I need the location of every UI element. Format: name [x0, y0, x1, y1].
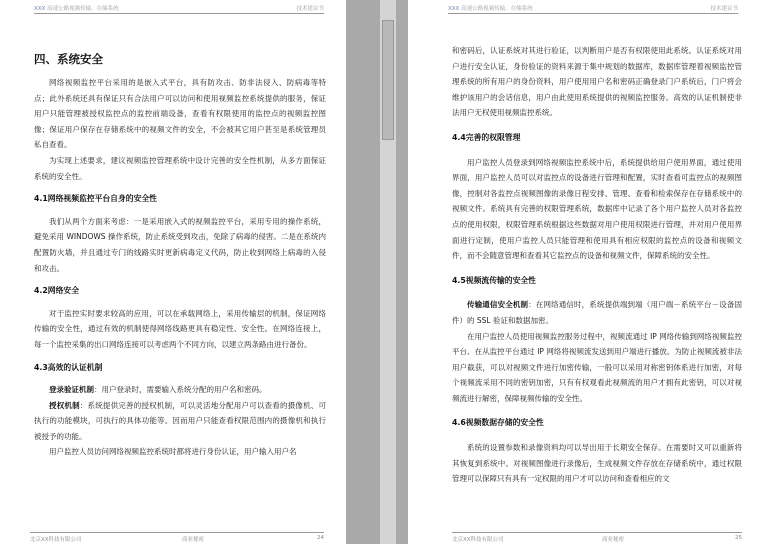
page-footer — [30, 532, 324, 544]
header-doc-type: 技术建议书 — [296, 6, 324, 12]
heading-4-6: 4.6视频数据存储的安全性 — [452, 418, 544, 428]
paragraph-4-4: 用户监控人员登录到网络视频监控系统中后，系统提供给用户使用界面，通过使用界面，用户监控人员可以对监控点的设备进行管理和配置，实时查看可监控点的视频图像，控制对各监控点视频图像的录像日程安排、管理、查看和检索保存在存储系统中的视频文件。系统具有完善的权限管理系统，数据库中记录了各个用户监控人员对各监控点的使用权限，权限管理系统根据这些数据对用户使用权限进行管理，并对用户使用界面进行定制，使用户监控人员只能管理和使用具有相应权限的监控点的设备和视频文件，而不会随意管理和查看其它监控点的设备和视频文件，保障系统的安全性。 — [452, 157, 742, 261]
footer-confidential: 商业秘密 — [182, 537, 205, 543]
paragraph-4-5-b: 在用户监控人员使用视频监控服务过程中，视频流通过 IP 网络传输到网络视频监控平台、在从监控平台通过 IP 网络将视频流发送到用户端进行播放。为防止视频流被非法用户截获，可以对视频文件进行加密传输，一般可以采用对称密钥体系进行加密，对每个视频流采用不同的密钥加密，只有有权观看此视频流的用户才拥有此密钥，可以对视频流进行解密，保障视频传输的安全性。 — [452, 331, 742, 403]
term-transport-text: ：在网络通信时，系统提供端到端（用户端－系统平台－设备固件）的 SSL 验证和数据加密。 — [452, 300, 743, 325]
paragraph-4-5-a — [452, 297, 742, 328]
page-footer — [452, 532, 742, 544]
heading-4-3: 4.3高效的认证机制 — [34, 362, 103, 372]
page-header — [34, 3, 324, 14]
intro-paragraph-1: 网络视频监控平台采用的是嵌入式平台，具有防攻击、防非法侵入、防病毒等特点；此外系统还具有保证只有合法用户可以访问和使用视频监控系统提供的服务，保证用户只能管理被授权监控点的监控前端设备，查看有权限使用的监控点的视频监控图像；保证用户保存在存储系统中的视频文件的安全，不会被其它用户甚至是系统管理员私自查看。 — [34, 78, 326, 150]
footer-company: 北京XX科技有限公司 — [30, 537, 82, 543]
header-product: 高速公路视频传输、存储系统 — [47, 6, 119, 12]
page-header — [448, 3, 738, 14]
vertical-scrollbar[interactable] — [380, 0, 396, 544]
page-body — [452, 43, 742, 487]
term-login-text: ：用户登录时，需要输入系统分配的用户名和密码。 — [94, 385, 267, 395]
page-number: 24 — [317, 535, 324, 541]
paragraph-4-2: 对于监控实时要求较高的应用，可以在承载网络上，采用传输层的机制，保证网络传输的安全性，通过有效的机制使得网络线路更具有稳定性、安全性。在网络连接上，每一个监控采集的出口网络连接可以考虑两个不同方向，以建立两条路由进行备份。 — [34, 308, 326, 349]
page-number: 25 — [735, 535, 742, 541]
page-right — [408, 0, 760, 544]
scrollbar-thumb[interactable] — [382, 20, 394, 140]
paragraph-4-6: 系统的设置参数和录像资料均可以导出用于长期安全保存。在需要时又可以重新将其恢复到系统中。对视频图像进行录像后，生成视频文件存放在存储系统中，通过权限管理可以保障只有具有一定权限的用户才可以访问和查看相应的文 — [452, 443, 742, 484]
header-product: 高速公路视频传输、存储系统 — [461, 6, 533, 12]
header-company: XXX — [34, 6, 46, 12]
heading-4-2: 4.2网络安全 — [34, 286, 79, 296]
term-login: 登录验证机制 — [49, 385, 94, 395]
paragraph-4-1: 我们从两个方面来考虑：一是采用嵌入式的视频监控平台，采用专用的操作系统，避免采用 WINDOWS 操作系统，防止系统受到攻击，免除了病毒的侵害。二是在系统内配置防火墙，并且通过专门的线路实时更新病毒定义代码，防止收到网络上病毒的入侵和攻击。 — [34, 216, 326, 273]
page-body — [34, 50, 326, 460]
heading-4-1: 4.1网络视频监控平台自身的安全性 — [34, 194, 157, 204]
term-grant-text: ：系统提供完善的授权机制，可以灵活地分配用户可以查看的摄像机、可执行的功能模块，可执行的具体功能等。因而用户只能查看权限范围内的摄像机和执行被授予的功能。 — [34, 400, 327, 441]
heading-4-5: 4.5视频流传输的安全性 — [452, 275, 536, 285]
auth-item-grant — [34, 398, 326, 445]
header-doc-type: 技术建议书 — [710, 6, 738, 12]
intro-paragraph-2: 为实现上述要求，建议视频监控管理系统中设计完善的安全性机制，从多方面保证系统的安全性。 — [34, 155, 326, 181]
section-title: 四、系统安全 — [34, 52, 103, 66]
heading-4-4: 4.4完善的权限管理 — [452, 132, 521, 142]
paragraph-4-3-tail: 用户监控人员访问网络视频监控系统时都将进行身份认证，用户输入用户名 — [49, 447, 297, 457]
page-left — [0, 0, 346, 544]
continued-paragraph: 和密码后，认证系统对其进行验证，以判断用户是否有权限使用此系统。认证系统对用户进行安全认证，身份验证的资料来源于集中规划的数据库，数据库管理着视频监控管理系统的所有用户的身份资料，用户使用用户名和密码正确登录门户系统后，门户将会维护该用户的会话信息，用户由此使用系统提供的视频监控服务。高效的认证机制使非法用户无权使用视频监控系统。 — [452, 46, 742, 118]
term-transport: 传输通信安全机制 — [467, 300, 529, 310]
term-grant: 授权机制 — [49, 400, 80, 410]
header-company: XXX — [448, 6, 460, 12]
auth-item-login — [34, 382, 326, 398]
footer-confidential: 商业秘密 — [602, 537, 625, 543]
footer-company: 北京XX科技有限公司 — [452, 537, 504, 543]
